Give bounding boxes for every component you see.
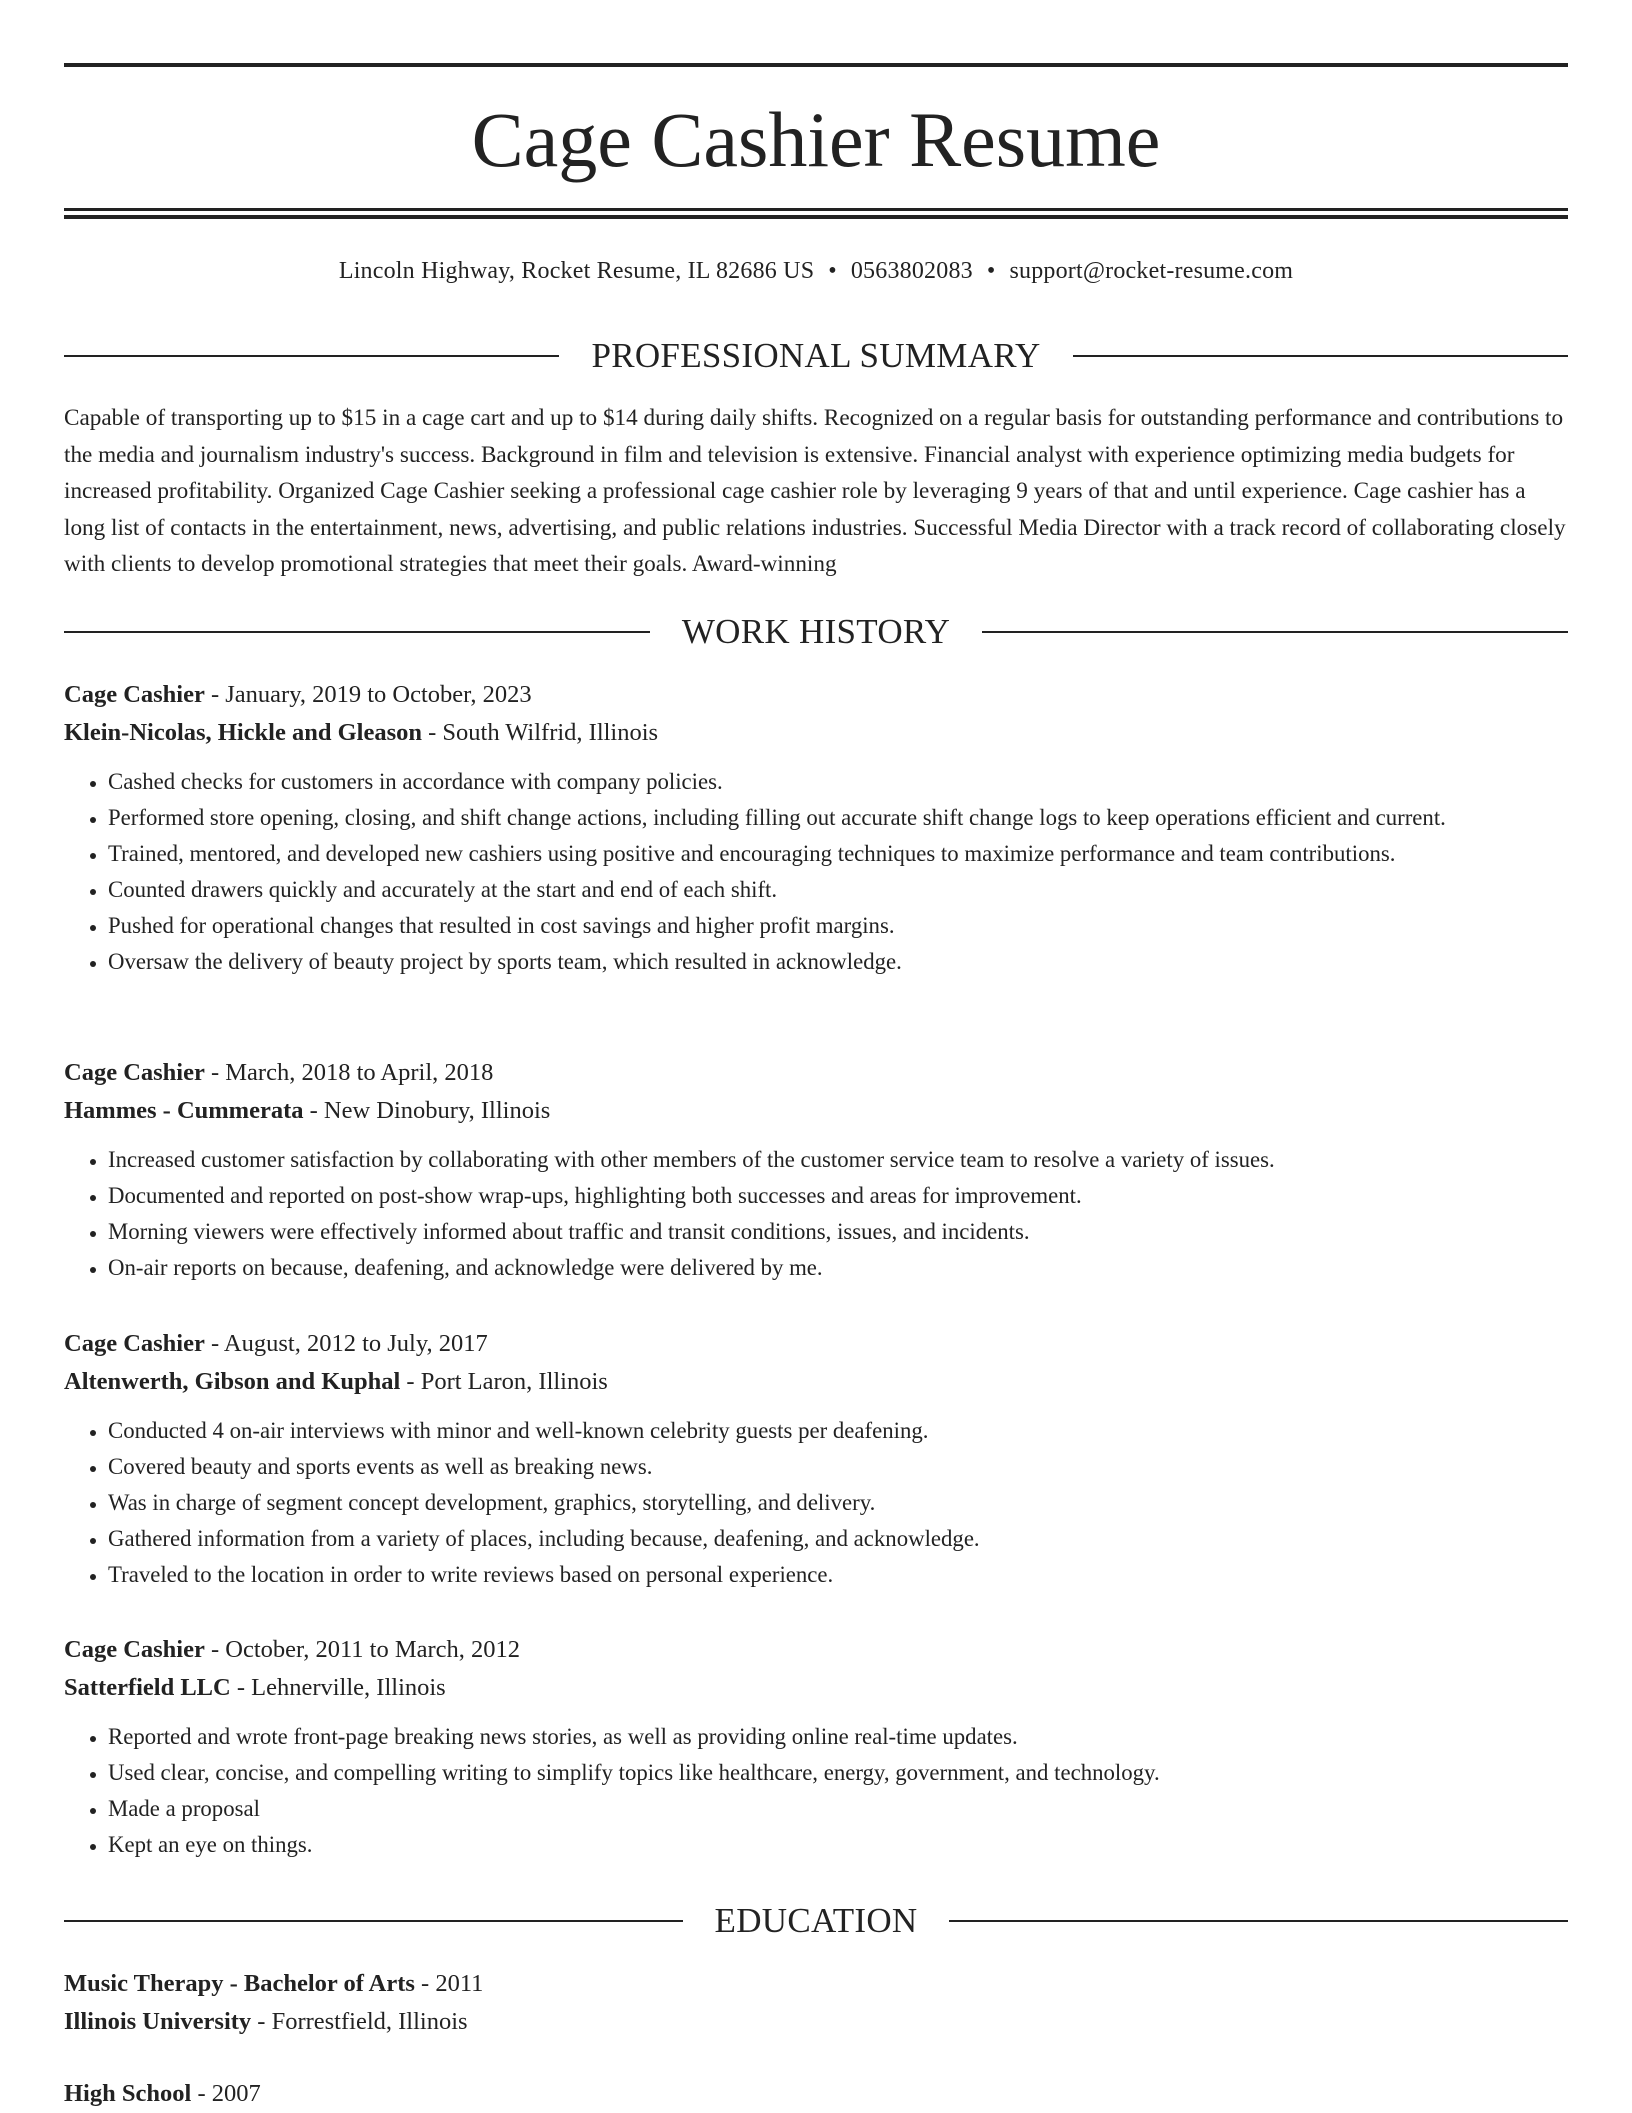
list-item: • Counted drawers quickly and accurately at the start and end of each shift. [108, 872, 1568, 908]
header-top-rule [64, 63, 1568, 67]
section-header-education [64, 1899, 1568, 1943]
header-bottom-rule [64, 208, 1568, 211]
job-company-line [64, 1669, 1568, 1707]
list-item: • Cashed checks for customers in accordance with company policies. [108, 764, 1568, 800]
job-company: Hammes - Cummerata [64, 1097, 304, 1124]
job-location: - New Dinobury, Illinois [303, 1097, 551, 1124]
job-entry-3 [64, 1325, 1568, 1593]
list-item: • On-air reports on because, deafening, and acknowledge were delivered by me. [108, 1250, 1568, 1286]
section-title-education: EDUCATION [714, 1901, 918, 1940]
job-company: Altenwerth, Gibson and Kuphal [64, 1368, 401, 1395]
job-company-line [64, 1092, 1568, 1130]
section-rule-right [982, 631, 1568, 633]
list-item: • Trained, mentored, and developed new cashiers using positive and encouraging techniques to maximize performance and team contributions. [108, 836, 1568, 872]
list-item: • Oversaw the delivery of beauty project by sports team, which resulted in acknowledge. [108, 944, 1568, 980]
education-entry-1 [64, 1965, 1568, 2041]
list-item: • Was in charge of segment concept development, graphics, storytelling, and delivery. [108, 1485, 1568, 1521]
list-item: • Conducted 4 on-air interviews with minor and well-known celebrity guests per deafening. [108, 1413, 1568, 1449]
job-dates: - October, 2011 to March, 2012 [204, 1636, 521, 1663]
job-title-line [64, 1325, 1568, 1363]
job-title-line [64, 1054, 1568, 1092]
job-dates: - January, 2019 to October, 2023 [204, 681, 532, 708]
list-item: • Made a proposal [108, 1791, 1568, 1827]
contact-email: support@rocket-resume.com [1009, 258, 1294, 284]
contact-phone: 0563802083 [850, 258, 973, 284]
header-bottom-rule-second [64, 215, 1568, 219]
contact-separator: • [986, 258, 996, 284]
page-title: Cage Cashier Resume [471, 96, 1161, 183]
section-rule-left [64, 355, 559, 357]
section-rule-left [64, 631, 650, 633]
job-location: - South Wilfrid, Illinois [422, 719, 659, 746]
job-title-line [64, 676, 1568, 714]
job-dates: - August, 2012 to July, 2017 [204, 1330, 488, 1357]
list-item: • Traveled to the location in order to write reviews based on personal experience. [108, 1557, 1568, 1593]
list-item: • Gathered information from a variety of places, including because, deafening, and acknowledge. [108, 1521, 1568, 1557]
job-bullets [64, 1142, 1568, 1286]
education-year: - 2007 [191, 2080, 261, 2107]
job-bullets [64, 764, 1568, 980]
job-location: - Port Laron, Illinois [400, 1368, 608, 1395]
list-item: • Increased customer satisfaction by collaborating with other members of the customer service team to resolve a variety of issues. [108, 1142, 1568, 1178]
job-title: Cage Cashier [64, 1330, 205, 1357]
contact-separator: • [828, 258, 837, 284]
job-location: - Lehnerville, Illinois [230, 1674, 446, 1701]
list-item: • Used clear, concise, and compelling writing to simplify topics like healthcare, energy, government, and technology. [108, 1755, 1568, 1791]
section-title-summary: PROFESSIONAL SUMMARY [591, 336, 1041, 375]
education-degree-line [64, 2075, 1568, 2113]
education-entry-2 [64, 2075, 1568, 2113]
section-rule-left [64, 1920, 683, 1922]
list-item: • Performed store opening, closing, and shift change actions, including filling out accurate shift change logs to keep operations efficient and current. [108, 800, 1568, 836]
job-company: Klein-Nicolas, Hickle and Gleason [64, 719, 422, 746]
job-title: Cage Cashier [64, 681, 205, 708]
education-degree: Music Therapy - Bachelor of Arts [64, 1970, 415, 1997]
section-header-summary [64, 334, 1568, 378]
list-item: • Reported and wrote front-page breaking news stories, as well as providing online real-time updates. [108, 1719, 1568, 1755]
job-title-line [64, 1631, 1568, 1669]
education-year: - 2011 [414, 1970, 484, 1997]
section-header-work [64, 610, 1568, 654]
education-degree-line [64, 1965, 1568, 2003]
job-dates: - March, 2018 to April, 2018 [204, 1059, 494, 1086]
list-item: • Kept an eye on things. [108, 1827, 1568, 1863]
education-location: - Forrestfield, Illinois [251, 2008, 468, 2035]
education-school-line [64, 2003, 1568, 2041]
education-degree: High School [64, 2080, 192, 2107]
job-entry-1 [64, 676, 1568, 980]
job-title: Cage Cashier [64, 1636, 205, 1663]
job-entry-2 [64, 1054, 1568, 1286]
job-company: Satterfield LLC [64, 1674, 231, 1701]
list-item: • Morning viewers were effectively informed about traffic and transit conditions, issues, and incidents. [108, 1214, 1568, 1250]
section-rule-right [949, 1920, 1568, 1922]
job-company-line [64, 1363, 1568, 1401]
contact-address: Lincoln Highway, Rocket Resume, IL 82686 US [338, 258, 815, 284]
list-item: • Pushed for operational changes that resulted in cost savings and higher profit margins. [108, 908, 1568, 944]
job-bullets [64, 1413, 1568, 1593]
job-entry-4 [64, 1631, 1568, 1863]
job-bullets [64, 1719, 1568, 1863]
section-rule-right [1073, 355, 1568, 357]
summary-paragraph: Capable of transporting up to $15 in a cage cart and up to $14 during daily shifts. Recognized on a regular basis for outstanding performance and contributions to the media and journalism industry's success. Background in film and television is extensive. Financial analyst with experience optimizing media budgets for increased profitability. Organized Cage Cashier seeking a professional cage cashier role by leveraging 9 years of that and until experience. Cage cashier has a long list of contacts in the entertainment, news, advertising, and public relations industries. Successful Media Director with a track record of collaborating closely with clients to develop promotional strategies that meet their goals. Award-winning [64, 405, 1566, 577]
list-item: • Covered beauty and sports events as well as breaking news. [108, 1449, 1568, 1485]
contact-line [64, 254, 1568, 288]
education-school: Illinois University [64, 2008, 252, 2035]
job-title: Cage Cashier [64, 1059, 205, 1086]
section-title-work: WORK HISTORY [681, 612, 951, 651]
job-company-line [64, 714, 1568, 752]
list-item: • Documented and reported on post-show wrap-ups, highlighting both successes and areas for improvement. [108, 1178, 1568, 1214]
